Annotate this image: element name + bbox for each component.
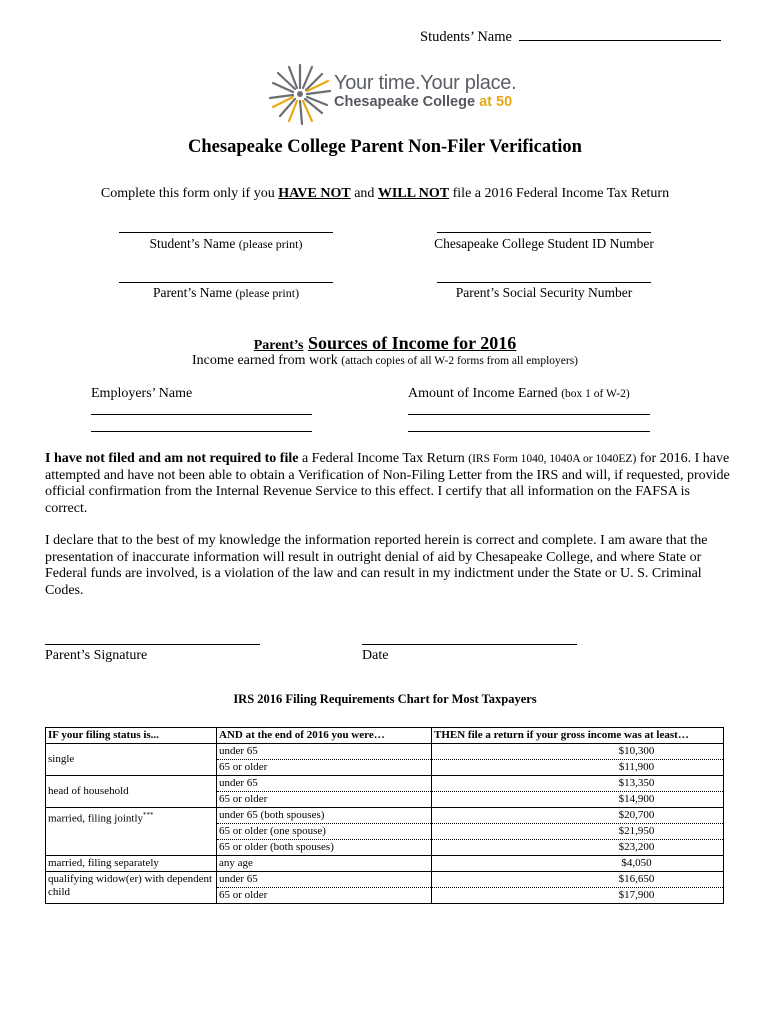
will-not-emphasis: WILL NOT	[377, 186, 450, 201]
table-row	[46, 872, 724, 888]
amount-cell: $10,300	[432, 744, 724, 760]
amount-income-label: Amount of Income Earned (box 1 of W-2)	[408, 386, 630, 401]
header-status: IF your filing status is...	[46, 728, 217, 744]
employer-name-field-1[interactable]	[91, 414, 312, 415]
status-cell: single	[46, 744, 217, 776]
table-row	[46, 744, 724, 760]
status-cell: married, filing separately	[46, 856, 217, 872]
student-name-field[interactable]	[119, 232, 333, 233]
logo-tagline: Your time.Your place.	[334, 72, 517, 94]
filing-requirements-table	[45, 727, 724, 904]
age-cell: under 65	[217, 872, 432, 888]
table-header-row	[46, 728, 724, 744]
parent-ssn-label: Parent’s Social Security Number	[455, 285, 633, 300]
logo-anniversary: at 50	[479, 94, 513, 110]
status-cell: qualifying widow(er) with dependent child	[46, 872, 217, 904]
amount-cell: $4,050	[432, 856, 724, 872]
parent-signature-field[interactable]	[45, 644, 260, 645]
employer-name-field-2[interactable]	[91, 431, 312, 432]
age-cell: under 65 (both spouses)	[217, 808, 432, 824]
income-from-work: Income earned from work (attach copies of all W-2 forms from all employers)	[191, 353, 579, 368]
header-income: THEN file a return if your gross income was at least…	[432, 728, 724, 744]
parent-name-label: Parent’s Name (please print)	[152, 285, 300, 300]
students-name-blank[interactable]	[519, 28, 721, 41]
date-field[interactable]	[362, 644, 577, 645]
students-name-label: Students’ Name	[420, 29, 512, 45]
table-row	[46, 856, 724, 872]
certification-paragraph: I have not filed and am not required to file a Federal Income Tax Return (IRS Form 1040, 1040A or 1040EZ) for 2016. I have attempted and have not been able to obtain a Verification of Non-Filing Letter from the IRS and will, if requested, provide official confirmation from the Internal Revenue Service to this effect. I certify that all information on the FAFSA is correct.	[45, 451, 730, 516]
age-cell: 65 or older (one spouse)	[217, 824, 432, 840]
amount-cell: $21,950	[432, 824, 724, 840]
parent-ssn-field[interactable]	[437, 282, 651, 283]
logo-college-name: Chesapeake College at 50	[334, 94, 513, 110]
status-cell: married, filing jointly***	[46, 808, 217, 856]
age-cell: under 65	[217, 776, 432, 792]
age-cell: 65 or older	[217, 888, 432, 904]
filing-chart-title: IRS 2016 Filing Requirements Chart for Most Taxpayers	[233, 692, 537, 706]
amount-cell: $17,900	[432, 888, 724, 904]
status-cell: head of household	[46, 776, 217, 808]
student-id-field[interactable]	[437, 232, 651, 233]
parent-name-field[interactable]	[119, 282, 333, 283]
age-cell: any age	[217, 856, 432, 872]
amount-cell: $11,900	[432, 760, 724, 776]
age-cell: 65 or older	[217, 792, 432, 808]
table-row	[46, 808, 724, 824]
student-id-label: Chesapeake College Student ID Number	[434, 236, 654, 251]
declaration-paragraph: I declare that to the best of my knowledge the information reported herein is correct and complete. I am aware that the presentation of inaccurate information will result in outright denial of aid by Chesapeake College, and where State or Federal funds are involved, is a violation of the law and can result in my indictment under the State or U. S. Criminal Codes.	[45, 533, 708, 598]
have-not-emphasis: HAVE NOT	[278, 186, 351, 201]
amount-cell: $20,700	[432, 808, 724, 824]
income-section-heading: Parent’s Sources of Income for 2016	[253, 333, 517, 353]
students-name-header	[420, 28, 721, 46]
amount-cell: $23,200	[432, 840, 724, 856]
amount-field-2[interactable]	[408, 431, 650, 432]
employers-name-label: Employers’ Name	[91, 386, 193, 401]
date-label: Date	[362, 648, 389, 663]
student-name-label: Student’s Name (please print)	[149, 236, 303, 251]
amount-cell: $13,350	[432, 776, 724, 792]
parent-signature-label: Parent’s Signature	[45, 648, 148, 663]
amount-cell: $14,900	[432, 792, 724, 808]
header-age: AND at the end of 2016 you were…	[217, 728, 432, 744]
page-title: Chesapeake College Parent Non-Filer Verification	[188, 137, 582, 157]
intro-text: Complete this form only if you HAVE NOT and WILL NOT file a 2016 Federal Income Tax Return	[100, 186, 670, 201]
sunburst-icon	[270, 65, 330, 124]
amount-cell: $16,650	[432, 872, 724, 888]
table-row	[46, 776, 724, 792]
age-cell: 65 or older	[217, 760, 432, 776]
amount-field-1[interactable]	[408, 414, 650, 415]
age-cell: under 65	[217, 744, 432, 760]
age-cell: 65 or older (both spouses)	[217, 840, 432, 856]
